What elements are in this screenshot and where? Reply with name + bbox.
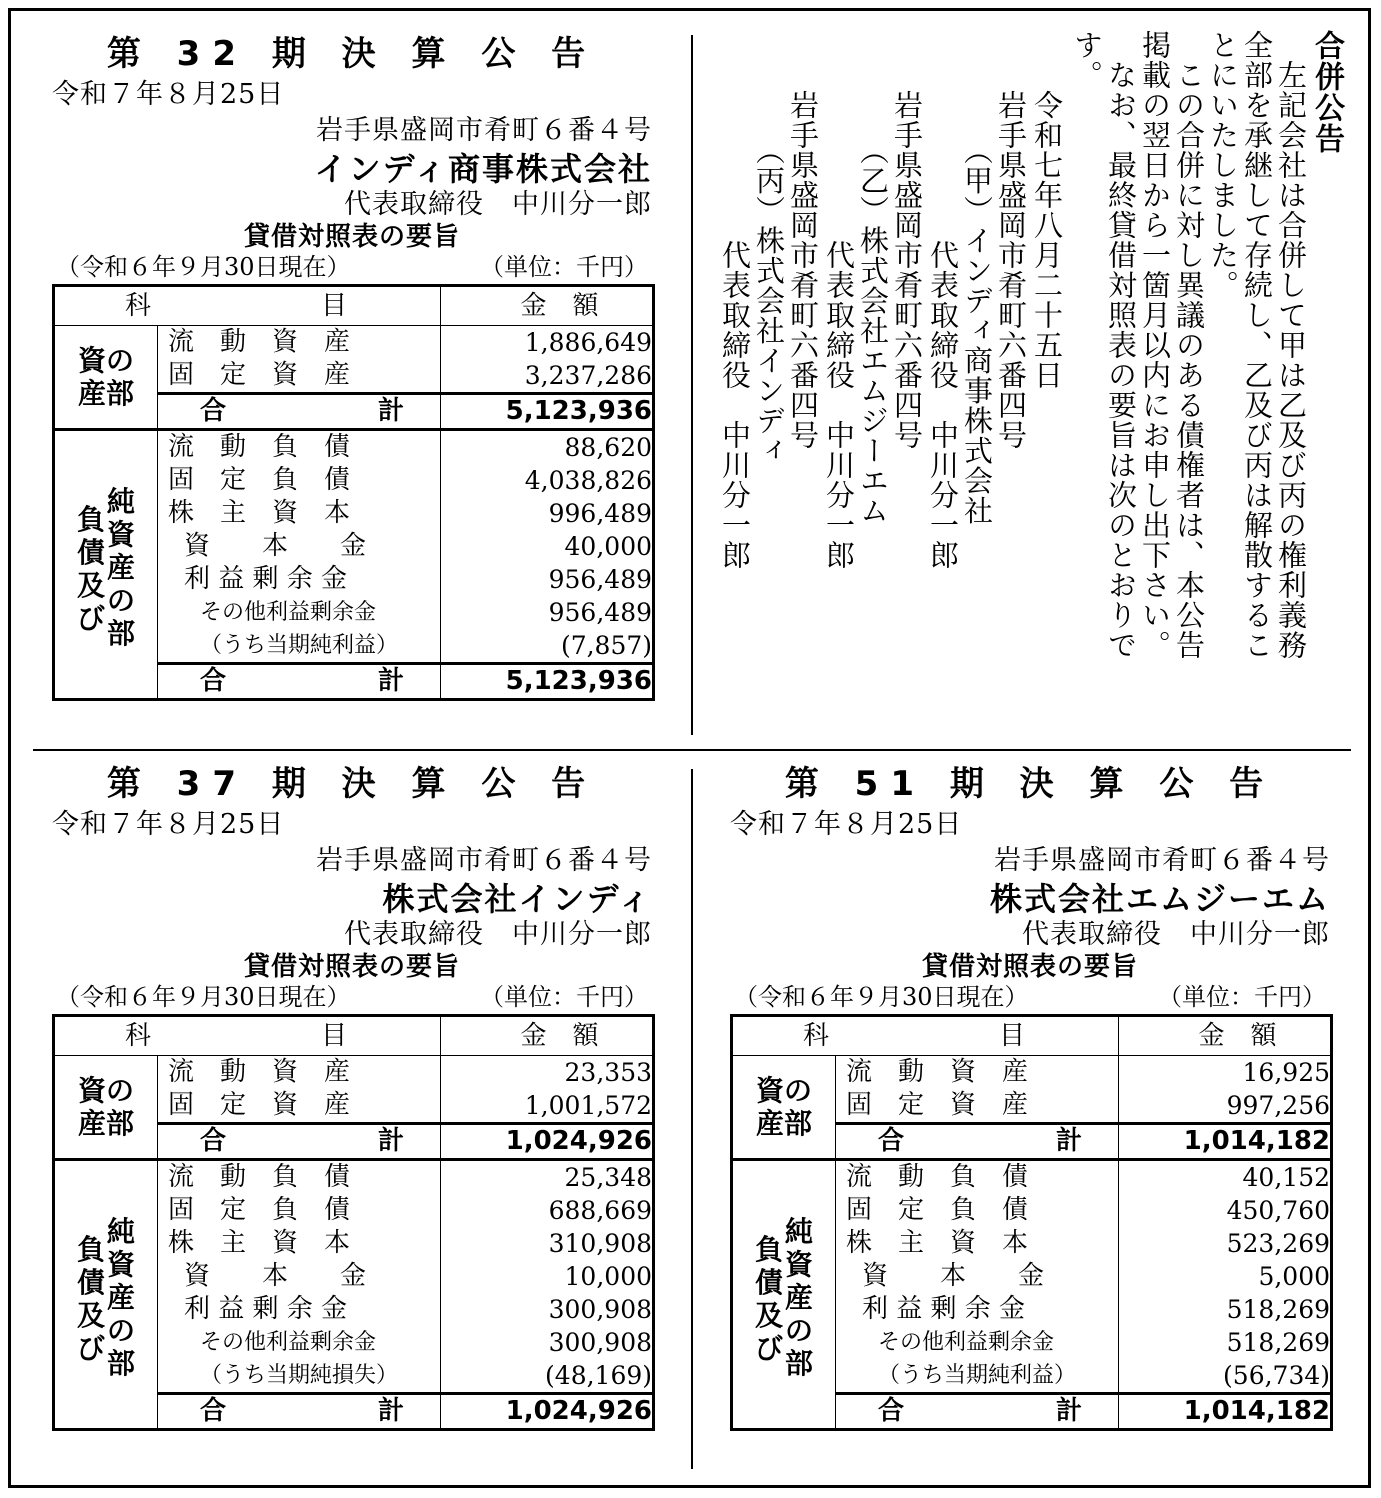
table-row-value: 523,269 [1119, 1227, 1332, 1260]
table-row-value: 956,489 [441, 596, 654, 629]
table-row-label: 固 定 資 産 [158, 359, 441, 394]
balance-sheet-meta [730, 982, 1330, 1014]
company-b-representative: 代表取締役 中川分一郎 [822, 30, 856, 570]
unit-label: （単位：千円） [480, 253, 648, 281]
company-name: 株式会社インディ [382, 880, 652, 918]
table-row-value: 16,925 [1119, 1056, 1332, 1090]
table-row-value: 88,620 [441, 430, 654, 465]
table-row-label: 株 主 資 本 [836, 1227, 1119, 1260]
settlement-notice-37 [52, 764, 652, 1431]
assets-total-value: 5,123,936 [441, 394, 654, 430]
header-kamoku: 科 目 [54, 286, 441, 326]
header-kamoku: 科 目 [54, 1016, 441, 1056]
merger-notice [696, 30, 1356, 730]
balance-sheet-table [730, 1014, 1333, 1431]
table-row-label: （うち当期純利益） [158, 629, 441, 664]
merger-body-line: 全部を承継して存続し、乙及び丙は解散するこ [1240, 30, 1274, 660]
balance-sheet-title: 貸借対照表の要旨 [243, 222, 460, 252]
header-kingaku: 金 額 [1119, 1016, 1332, 1056]
company-address: 岩手県盛岡市肴町６番４号 [316, 845, 652, 876]
representative: 代表取締役 中川分一郎 [344, 919, 652, 950]
liabilities-total-label: 合 計 [836, 1394, 1119, 1430]
table-row-value: 956,489 [441, 563, 654, 596]
liabilities-total-value: 1,014,182 [1119, 1394, 1332, 1430]
table-row-label: 流 動 資 産 [158, 326, 441, 360]
company-address: 岩手県盛岡市肴町６番４号 [316, 115, 652, 146]
notice-title: 第 51 期 決 算 公 告 [784, 764, 1276, 804]
table-row-value: 300,908 [441, 1293, 654, 1326]
table-row-label: 流 動 資 産 [836, 1056, 1119, 1090]
table-row-label: その他利益剰余金 [158, 596, 441, 629]
notice-date: 令和７年８月25日 [52, 809, 285, 840]
table-row-label: 資 本 金 [158, 1260, 441, 1293]
table-row-value: 40,152 [1119, 1160, 1332, 1195]
assets-section-label: 資の 産部 [54, 1056, 158, 1160]
balance-sheet-table [52, 1014, 655, 1431]
merger-body-line: す。 [1070, 30, 1104, 90]
notice-date: 令和７年８月25日 [730, 809, 963, 840]
liabilities-section-label: 純 資 産 の 部 負 債 及 び [54, 1160, 158, 1430]
table-row-value: 25,348 [441, 1160, 654, 1195]
table-row-value: 1,886,649 [441, 326, 654, 360]
representative: 代表取締役 中川分一郎 [1022, 919, 1330, 950]
assets-total-label: 合 計 [158, 1124, 441, 1160]
company-name: インディ商事株式会社 [314, 150, 652, 188]
balance-sheet-table [52, 284, 655, 701]
settlement-notice-51 [730, 764, 1330, 1431]
table-row-value: 300,908 [441, 1326, 654, 1359]
divider-vertical-top [691, 35, 693, 735]
table-row-value: 10,000 [441, 1260, 654, 1293]
company-a-name: （甲）インディ商事株式会社 [960, 30, 994, 526]
header-kingaku: 金 額 [441, 286, 654, 326]
table-row-value: (48,169) [441, 1359, 654, 1394]
company-address: 岩手県盛岡市肴町６番４号 [994, 845, 1330, 876]
table-row-label: 利 益 剰 余 金 [158, 1293, 441, 1326]
balance-sheet-title: 貸借対照表の要旨 [921, 952, 1138, 982]
merger-body-line: なお、最終貸借対照表の要旨は次のとおりで [1104, 30, 1138, 660]
table-row-value: 518,269 [1119, 1293, 1332, 1326]
table-row-value: 997,256 [1119, 1089, 1332, 1124]
header-kingaku: 金 額 [441, 1016, 654, 1056]
merger-body-line: 左記会社は合併して甲は乙及び丙の権利義務 [1274, 30, 1308, 660]
table-row-label: 株 主 資 本 [158, 1227, 441, 1260]
table-row-label: 流 動 資 産 [158, 1056, 441, 1090]
table-row-value: 310,908 [441, 1227, 654, 1260]
company-c-name: （丙）株式会社インディ [752, 30, 786, 466]
divider-vertical-bottom [691, 769, 693, 1469]
representative: 代表取締役 中川分一郎 [344, 189, 652, 220]
assets-total-value: 1,014,182 [1119, 1124, 1332, 1160]
notice-title: 第 37 期 決 算 公 告 [106, 764, 598, 804]
table-row-value: 450,760 [1119, 1194, 1332, 1227]
company-c-representative: 代表取締役 中川分一郎 [718, 30, 752, 570]
table-row-label: 固 定 負 債 [836, 1194, 1119, 1227]
table-row-label: 流 動 負 債 [158, 430, 441, 465]
company-b-name: （乙）株式会社エムジーエム [856, 30, 890, 526]
balance-sheet-meta [52, 982, 652, 1014]
company-a-address: 岩手県盛岡市肴町六番四号 [994, 30, 1028, 450]
unit-label: （単位：千円） [1158, 983, 1326, 1011]
table-row-label: （うち当期純利益） [836, 1359, 1119, 1394]
company-b-address: 岩手県盛岡市肴町六番四号 [890, 30, 924, 450]
table-row-value: 996,489 [441, 497, 654, 530]
table-row-value: 3,237,286 [441, 359, 654, 394]
table-row-label: 資 本 金 [158, 530, 441, 563]
merger-body-line: 掲載の翌日から一箇月以内にお申し出下さい。 [1138, 30, 1172, 660]
table-row-label: 流 動 負 債 [836, 1160, 1119, 1195]
table-row-label: 株 主 資 本 [158, 497, 441, 530]
assets-section-label: 資の 産部 [54, 326, 158, 430]
table-row-value: 23,353 [441, 1056, 654, 1090]
table-row-value: 688,669 [441, 1194, 654, 1227]
divider-horizontal [33, 749, 1351, 751]
table-row-label: 固 定 負 債 [158, 464, 441, 497]
table-row-value: 40,000 [441, 530, 654, 563]
company-a-representative: 代表取締役 中川分一郎 [926, 30, 960, 570]
as-of-date: （令和６年９月30日現在） [56, 983, 351, 1011]
table-row-value: 518,269 [1119, 1326, 1332, 1359]
table-row-label: 固 定 資 産 [158, 1089, 441, 1124]
table-row-label: その他利益剰余金 [836, 1326, 1119, 1359]
table-row-label: 固 定 負 債 [158, 1194, 441, 1227]
merger-date: 令和七年八月二十五日 [1030, 30, 1064, 390]
assets-total-label: 合 計 [158, 394, 441, 430]
table-row-label: 流 動 負 債 [158, 1160, 441, 1195]
merger-body-line: とにいたしました。 [1206, 30, 1240, 300]
balance-sheet-title: 貸借対照表の要旨 [243, 952, 460, 982]
settlement-notice-32 [52, 34, 652, 701]
table-row-label: 利 益 剰 余 金 [158, 563, 441, 596]
table-row-value: (56,734) [1119, 1359, 1332, 1394]
table-row-label: （うち当期純損失） [158, 1359, 441, 1394]
liabilities-section-label: 純 資 産 の 部 負 債 及 び [732, 1160, 836, 1430]
liabilities-total-value: 1,024,926 [441, 1394, 654, 1430]
company-name: 株式会社エムジーエム [989, 880, 1330, 918]
notice-date: 令和７年８月25日 [52, 79, 285, 110]
table-row-value: 1,001,572 [441, 1089, 654, 1124]
header-kamoku: 科 目 [732, 1016, 1119, 1056]
liabilities-total-label: 合 計 [158, 664, 441, 700]
as-of-date: （令和６年９月30日現在） [734, 983, 1029, 1011]
as-of-date: （令和６年９月30日現在） [56, 253, 351, 281]
merger-heading: 合併公告 [1309, 30, 1344, 154]
assets-total-label: 合 計 [836, 1124, 1119, 1160]
table-row-label: その他利益剰余金 [158, 1326, 441, 1359]
notice-title: 第 32 期 決 算 公 告 [106, 34, 598, 74]
assets-total-value: 1,024,926 [441, 1124, 654, 1160]
merger-body-line: この合併に対し異議のある債権者は、本公告 [1172, 30, 1206, 660]
balance-sheet-meta [52, 252, 652, 284]
liabilities-total-label: 合 計 [158, 1394, 441, 1430]
table-row-value: 5,000 [1119, 1260, 1332, 1293]
liabilities-section-label: 純 資 産 の 部 負 債 及 び [54, 430, 158, 700]
table-row-label: 資 本 金 [836, 1260, 1119, 1293]
table-row-label: 固 定 資 産 [836, 1089, 1119, 1124]
table-row-value: 4,038,826 [441, 464, 654, 497]
unit-label: （単位：千円） [480, 983, 648, 1011]
company-c-address: 岩手県盛岡市肴町六番四号 [786, 30, 820, 450]
assets-section-label: 資の 産部 [732, 1056, 836, 1160]
table-row-label: 利 益 剰 余 金 [836, 1293, 1119, 1326]
liabilities-total-value: 5,123,936 [441, 664, 654, 700]
table-row-value: (7,857) [441, 629, 654, 664]
